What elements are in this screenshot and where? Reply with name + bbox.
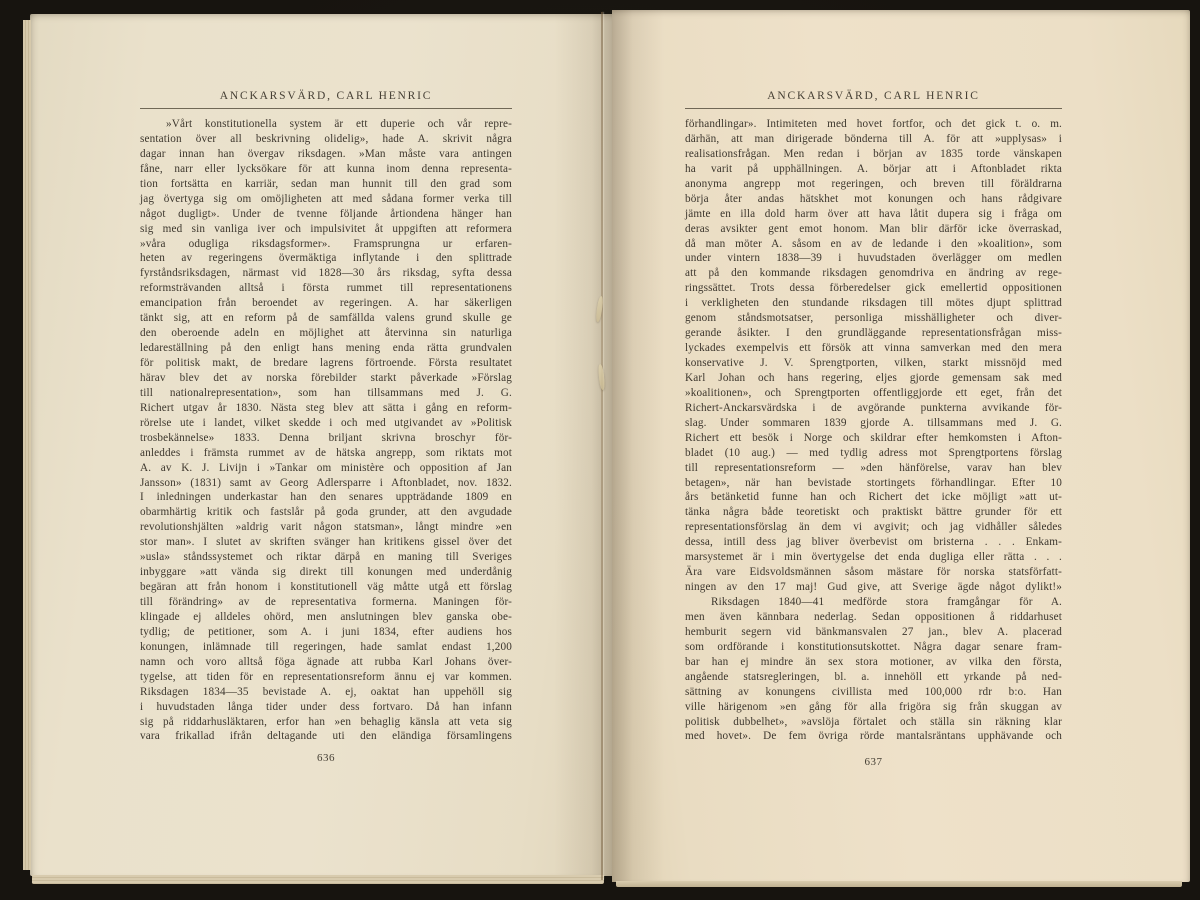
text-line: ledareställning på den enligt hans mening enda rätta grundvalen	[140, 342, 512, 355]
text-line: till nationalrepresentation», som han tillsammans med J. G.	[140, 386, 512, 399]
page-number-left: 636	[317, 752, 335, 764]
text-line: lyckades exempelvis ett försök att vinna samverkan med den mera	[685, 342, 1062, 355]
header-rule-right	[685, 108, 1062, 109]
text-line: sig med sin vanliga iver och impulsivitet åt uppgiften att reformera	[140, 222, 512, 235]
text-line: emancipation från beroendet av regeringen. A. har säkerligen	[140, 297, 512, 310]
text-line: politisk dubbelhet», »avslöja förtalet och ställa sin räkning klar	[685, 715, 1062, 728]
text-line: tydlig; de petitioner, som A. i juni 1834, efter audiens hos	[140, 625, 512, 638]
page-text-left	[140, 117, 512, 744]
text-line: angående statsregleringen, bl. a. innehöll ett yrkande på ned-	[685, 670, 1062, 683]
text-line: sättning av konungens civillista med 100,000 rdr b:o. Han	[685, 685, 1062, 698]
text-line: förhandlingar». Intimiteten med hovet fortfor, och det gick t. o. m.	[685, 118, 1062, 130]
text-line: med hovet». De fem övriga rörde mantalsräntans upphävande och	[685, 730, 1062, 743]
text-line: jämte en illa dold harm över att hava låtit dupera sig i fråga om	[685, 207, 1062, 220]
text-line: Ära vare Eidsvoldsmännen såsom mästare för norska statsförfatt-	[685, 566, 1062, 579]
sheet-edges-bottom-left	[32, 875, 604, 884]
text-line: Richert utgav år 1830. Nästa steg blev att sätta i gång en reform-	[140, 401, 512, 414]
text-line: då man möter A. såsom en av de ledande i den »koalition», som	[685, 237, 1062, 250]
text-line: till representationsreform — »den hänförelse, varav han blev	[685, 461, 1062, 474]
left-page	[30, 14, 612, 876]
right-page	[612, 10, 1190, 882]
text-line: gerande åsikter. I den grundläggande representationsfrågan miss-	[685, 327, 1062, 340]
text-line: marsystemet är i min övertygelse det enda dugliga eller rätta . . .	[685, 551, 1062, 564]
text-line: men även kännbara nederlag. Sedan oppositionen å riddarhuset	[685, 610, 1062, 623]
text-line: i huvudstaden långa tider under dess fortvaro. Då han infann	[140, 700, 512, 713]
text-line: begäran att från honom i konstitutionell väg måtte utgå ett förslag	[140, 581, 512, 594]
text-line: anleddes i främsta rummet av de hätska angrepp, som riktats mot	[140, 446, 512, 459]
text-line: den oberoende adeln en möjlighet att återvinna sin naturliga	[140, 327, 512, 340]
text-line: vara frikallad ifrån deltagande uti den eländiga församlingens	[140, 730, 512, 743]
text-line: A. av K. J. Livijn i »Tankar om ministère och opposition af Jan	[140, 461, 512, 474]
text-line: dagar innan han övergav riksdagen. »Man måste vara antingen	[140, 147, 512, 160]
page-number-right: 637	[864, 756, 883, 768]
text-line: att på den kommande riksdagen genomdriva en ändring av rege-	[685, 267, 1062, 280]
header-rule-left	[140, 108, 512, 109]
text-line: Karl Johan och hans regering, eljes gjorde gemensam sak med	[685, 371, 1062, 384]
text-line: ringssättet. Trots dessa förberedelser gick emellertid oppositionen	[685, 282, 1062, 295]
text-line: »usla» ståndssystemet och riktar därpå en maning till Sveriges	[140, 551, 512, 564]
text-line: Richert ett besök i Norge och skildrar efter hemkomsten i Afton-	[685, 431, 1062, 444]
text-line: obarmhärtig kritik och fastslår på goda grunder, att den avgudade	[140, 506, 512, 519]
text-line: »Vårt konstitutionella system är ett duperie och vår repre-	[166, 118, 512, 130]
text-line: representationsförslag än dem vi avgivit; och jag vidhåller således	[685, 521, 1062, 534]
text-line: deras avsikter gent emot honom. Man blir därför icke överraskad,	[685, 222, 1062, 235]
text-line: något dugligt». Under de tvenne följande årtiondena hänger han	[140, 207, 512, 220]
text-line: heten av regeringens övermäktiga inflytande i den splittrade	[140, 252, 512, 265]
text-line: under vintern 1838—39 i huvudstaden överlägger om medlen	[685, 252, 1062, 265]
text-line: fyrståndsriksdagen, närmast vid 1828—30 års riksdag, syfta dessa	[140, 267, 512, 280]
text-line: Jansson» (1831) samt av Georg Adlersparre i Aftonbladet, nov. 1832.	[140, 476, 512, 489]
text-line: dessa, intill dess jag bliver överbevist om bristerna . . . Enkam-	[685, 536, 1062, 549]
text-line: »våra odugliga riksdagsformer». Framsprungna ur erfaren-	[140, 237, 512, 250]
text-line: därhän, att man dirigerade bönderna till A. för att »upplysas» i	[685, 132, 1062, 145]
text-line: anonyma angrepp mot regeringen, och breven till föräldrarna	[685, 177, 1062, 190]
text-line: bar han ej mindre än sex stora motioner, av vilka den första,	[685, 655, 1062, 668]
gutter-shadow-left	[554, 14, 612, 876]
text-line: års betänketid funne han och Richert det icke möjligt »att ut-	[685, 491, 1062, 504]
text-line: till förändring» av de representativa formerna. Maningen för-	[140, 596, 512, 608]
text-line: klingade ej alldeles ohörd, men anslutningen blev ganska obe-	[140, 610, 512, 623]
text-line: hemburit segern vid bänkmansvalen 27 jan., blev A. placerad	[685, 625, 1062, 638]
page-text-right	[685, 117, 1062, 744]
text-line: revolutionshjälten »aldrig varit någon statsman», långt mindre »en	[140, 521, 512, 534]
text-line: för politisk makt, de bredare lagrens förtroende. Första resultatet	[140, 357, 512, 369]
text-line: rörelse ute i landet, vilket skedde i och med utgivandet av »Politisk	[140, 416, 512, 429]
text-line: »koalitionen», och Sprengtporten offentliggjorde ett eget, från det	[685, 386, 1062, 399]
text-line: sig på riddarhusläktaren, erfor han »en behaglig känsla att veta sig	[140, 715, 512, 728]
text-line: Richert-Anckarsvärdska i de avgörande punkterna avvikande för-	[685, 401, 1062, 414]
text-line: jag övertyga sig om omöjligheten att med sådana former verka till	[140, 192, 512, 205]
text-line: reformsträvanden alltså i första rummet till representationens	[140, 282, 512, 295]
text-line: slag. Under sommaren 1839 gjorde A. tillsammans med J. G.	[685, 416, 1062, 429]
text-line: sentation över all beskrivning olidelig», hade A. skrivit några	[140, 132, 512, 145]
text-line: ville härigenom »en gång för alla frigöra sig från skuggan av	[685, 700, 1062, 713]
text-line: ningen av den 17 maj! Gud give, att Sverige ägde något dylikt!»	[685, 581, 1062, 594]
text-line: bladet (10 aug.) — med tydlig adress mot Sprengtportens förslag	[685, 446, 1062, 459]
text-line: inbyggare »att vända sig direkt till konungen med underdånig	[140, 566, 512, 579]
text-line: trosbekännelse» 1833. Denna briljant skrivna broschyr för-	[140, 431, 512, 444]
text-line: namn och voro alltså föga ägnade att rubba Karl Johans över-	[140, 655, 512, 668]
text-line: tion fortsätta en karriär, sedan man hunnit till den grad som	[140, 177, 512, 190]
text-line: betagen», när han bevistade stortingets förhandlingar. Efter 10	[685, 476, 1062, 489]
text-line: fåne, narr eller lycksökare för att kunna inom denna representa-	[140, 162, 512, 175]
text-line: ha varit på upphällningen. A. börjar att i Aftonbladet rikta	[685, 162, 1062, 175]
text-line: härav blev det av norska förebilder starkt påverkade »Förslag	[140, 371, 512, 384]
text-line: I inledningen underkastar han den senares uppträdande 1809 en	[140, 491, 512, 504]
text-line: konservative J. V. Sprengtporten, vilken, starkt missnöjd med	[685, 357, 1062, 369]
text-line: tänka några både teoretiskt och praktiskt bättre grunder för ett	[685, 506, 1062, 519]
text-line: tygelse, att tiden för en representationsreform ännu ej var kommen.	[140, 670, 512, 683]
sheet-edges-fore-edge-left	[23, 20, 31, 870]
text-line: konungen, inlämnade till regeringen, hade samlat endast 1,200	[140, 640, 512, 653]
text-line: börja åter andas hätskhet mot konungen och hans rådgivare	[685, 192, 1062, 205]
text-line: Riksdagen 1840—41 medförde stora framgångar för A.	[711, 596, 1062, 608]
gutter-shadow-right	[612, 10, 664, 882]
text-line: Riksdagen 1834—35 bevistade A. ej, oaktat han uppehöll sig	[140, 685, 512, 698]
running-header-left: ANCKARSVÄRD, CARL HENRIC	[219, 90, 433, 102]
running-header-right: ANCKARSVÄRD, CARL HENRIC	[767, 90, 980, 102]
text-line: i verkligheten den stundande riksdagen till mötes djupt splittrad	[685, 297, 1062, 310]
spine-crease	[601, 12, 603, 880]
text-line: genom ståndsmotsatser, personliga misshälligheter och diver-	[685, 312, 1062, 325]
text-line: tänkt sig, att en reform på de samfällda valens grund skulle ge	[140, 312, 512, 325]
text-line: stor man». I slutet av skriften svänger han kritikens gissel över det	[140, 536, 512, 549]
text-line: som ordförande i konstitutionsutskottet. Några dagar senare fram-	[685, 640, 1062, 653]
text-line: realisationsfrågan. Men redan i början av 1835 torde vänskapen	[685, 147, 1062, 160]
sheet-edge-bottom-right	[616, 881, 1182, 887]
